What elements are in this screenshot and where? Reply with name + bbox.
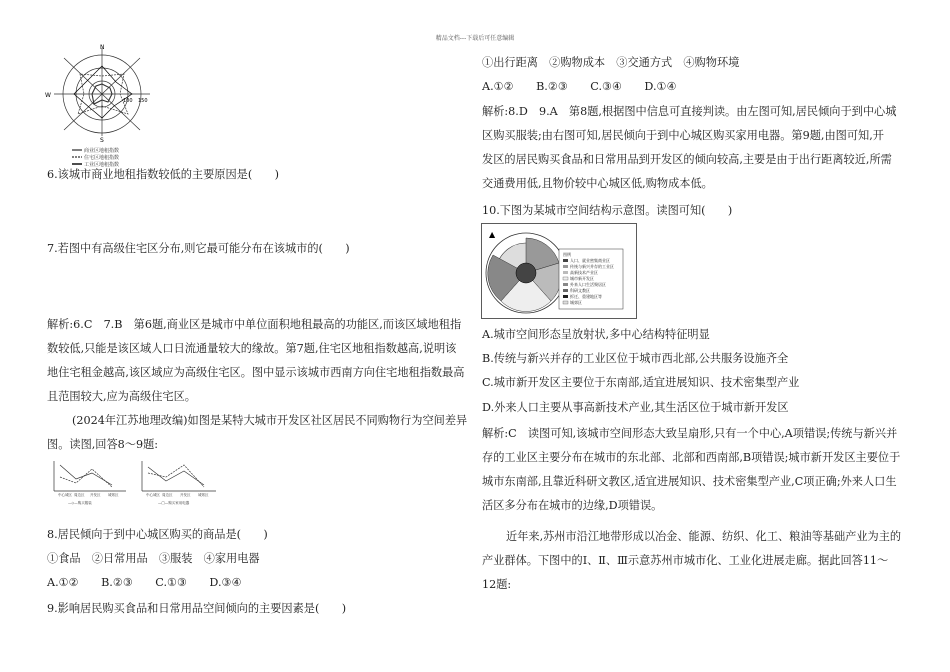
radar-legend-residential: 住宅区地租指数 xyxy=(84,155,120,161)
radar-west-label: W xyxy=(45,92,51,99)
question-10-option-d: D.外来人口主要从事高新技术产业,其生活区位于城市新开发区 xyxy=(482,401,789,414)
question-9: 9.影响居民购买食品和日常用品空间倾向的主要因素是( ) xyxy=(47,602,347,615)
intro-11-12-line1: 近年来,苏州市沿江地带形成以冶金、能源、纺织、化工、粮油等基础产业为主的 xyxy=(506,530,902,543)
page-header: 精品文档---下载后可任意编辑 xyxy=(435,35,515,42)
city-structure-figure xyxy=(481,223,637,319)
mini-x-label-3: 开发区 xyxy=(90,493,101,497)
question-6: 6.该城市商业地租指数较低的主要原因是( ) xyxy=(47,168,279,181)
answer-6-7-line2: 数较低,只能是该区域人口日流通量较大的缘故。第7题,住宅区地租指数越高,说明该 xyxy=(47,342,457,355)
mini-x-label-8: 城郊区 xyxy=(198,493,209,497)
city-legend-item-7: 拆迁、重建地区等 xyxy=(570,294,602,299)
answer-10-line2: 存的工业区主要分布在城市的东北部、北部和西南部,B项错误;城市新开发区主要位于 xyxy=(482,451,901,464)
answer-8-9-line3: 发区的居民购买食品和日常用品到开发区的倾向较高,主要是由于出行距离较近,所需 xyxy=(482,153,892,166)
mini-x-label-2: 周边区 xyxy=(74,493,85,497)
radar-legend-industrial: 工业区地租指数 xyxy=(84,162,120,168)
question-9-choices: A.①② B.②③ C.③④ D.①④ xyxy=(482,80,677,93)
city-legend-item-3: 高新技术产业区 xyxy=(570,270,598,275)
rent-index-radar-figure xyxy=(44,44,184,169)
question-10-option-c: C.城市新开发区主要位于东南部,适宜进展知识、技术密集型产业 xyxy=(482,376,800,389)
mini-x-label-7: 开发区 xyxy=(180,493,191,497)
shopping-behavior-figure xyxy=(46,459,226,507)
answer-6-7-line1: 解析:6.C 7.B 第6题,商业区是城市中单位面积地租最高的功能区,而该区域地租指 xyxy=(47,318,462,331)
north-arrow-icon: ▲ xyxy=(489,230,496,239)
city-legend-item-5: 外来人口生活聚居区 xyxy=(570,282,606,287)
mini-legend-appliance: —□—购买家用电器 xyxy=(158,501,190,505)
answer-8-9-line1: 解析:8.D 9.A 第8题,根据图中信息可直接判读。由左图可知,居民倾向于到中心城 xyxy=(482,105,897,118)
question-8-choices: A.①② B.②③ C.①③ D.③④ xyxy=(47,576,242,589)
answer-10-line3: 城市东南部,且靠近科研文教区,适宜进展知识、技术密集型产业,C项正确;外来人口生 xyxy=(482,475,897,488)
radar-north-label: N xyxy=(100,44,105,51)
city-legend-item-2: 传统与新兴并存的工业区 xyxy=(570,264,614,269)
answer-6-7-line3: 地住宅租金越高,该区域应为高级住宅区。图中显示该城市西南方向住宅地租指数最高 xyxy=(47,366,465,379)
answer-10-line1: 解析:C 读图可知,该城市空间形态大致呈扇形,只有一个中心,A项错误;传统与新兴并 xyxy=(482,427,898,440)
city-legend-item-6: 科研文教区 xyxy=(570,288,590,293)
answer-8-9-line4: 交通费用低,且物价较中心城区低,购物成本低。 xyxy=(482,177,713,190)
question-7: 7.若图中有高级住宅区分布,则它最可能分布在该城市的( ) xyxy=(47,242,350,255)
radar-tick-100: 100 xyxy=(123,98,133,104)
intro-8-9-line2: 图。读图,回答8～9题: xyxy=(47,438,159,451)
city-legend-title: 图例 xyxy=(563,252,571,257)
radar-legend-commercial: 商业区地租指数 xyxy=(84,148,120,154)
intro-11-12-line2: 产业群体。下图中的Ⅰ、Ⅱ、Ⅲ示意苏州市城市化、工业化进展走廊。据此回答11～ xyxy=(482,554,889,567)
mini-legend-clothing: —◇—购买服装 xyxy=(68,501,92,505)
answer-6-7-line4: 且范围较大,应为高级住宅区。 xyxy=(47,390,196,403)
question-10: 10.下图为某城市空间结构示意图。读图可知( ) xyxy=(482,204,733,217)
mini-x-label-1: 中心城区 xyxy=(58,493,72,497)
answer-8-9-line2: 区购买服装;由右图可知,居民倾向于到中心城区购买家用电器。第9题,由图可知,开 xyxy=(482,129,884,142)
question-10-option-b: B.传统与新兴并存的工业区位于城市西北部,公共服务设施齐全 xyxy=(482,352,789,365)
mini-x-label-5: 中心城区 xyxy=(146,493,160,497)
question-8: 8.居民倾向于到中心城区购买的商品是( ) xyxy=(47,528,268,541)
intro-8-9-line1: (2024年江苏地理改编)如图是某特大城市开发区社区居民不同购物行为空间差异 xyxy=(72,414,468,427)
radar-tick-150: 150 xyxy=(138,98,148,104)
mini-x-label-6: 周边区 xyxy=(162,493,173,497)
mini-x-label-4: 城郊区 xyxy=(108,493,119,497)
question-8-items: ①食品 ②日常用品 ③服装 ④家用电器 xyxy=(47,552,260,565)
answer-10-line4: 活区多分布在城市的边缘,D项错误。 xyxy=(482,499,663,512)
radar-south-label: S xyxy=(100,137,104,144)
city-legend-item-8: 城郊区 xyxy=(570,300,582,305)
city-legend-item-1: 人口、就业密集商业区 xyxy=(570,258,610,263)
intro-11-12-line3: 12题: xyxy=(482,578,512,591)
question-10-option-a: A.城市空间形态呈放射状,多中心结构特征明显 xyxy=(482,328,710,341)
city-legend-item-4: 城市新开发区 xyxy=(570,276,594,281)
question-9-items: ①出行距离 ②购物成本 ③交通方式 ④购物环境 xyxy=(482,56,740,69)
